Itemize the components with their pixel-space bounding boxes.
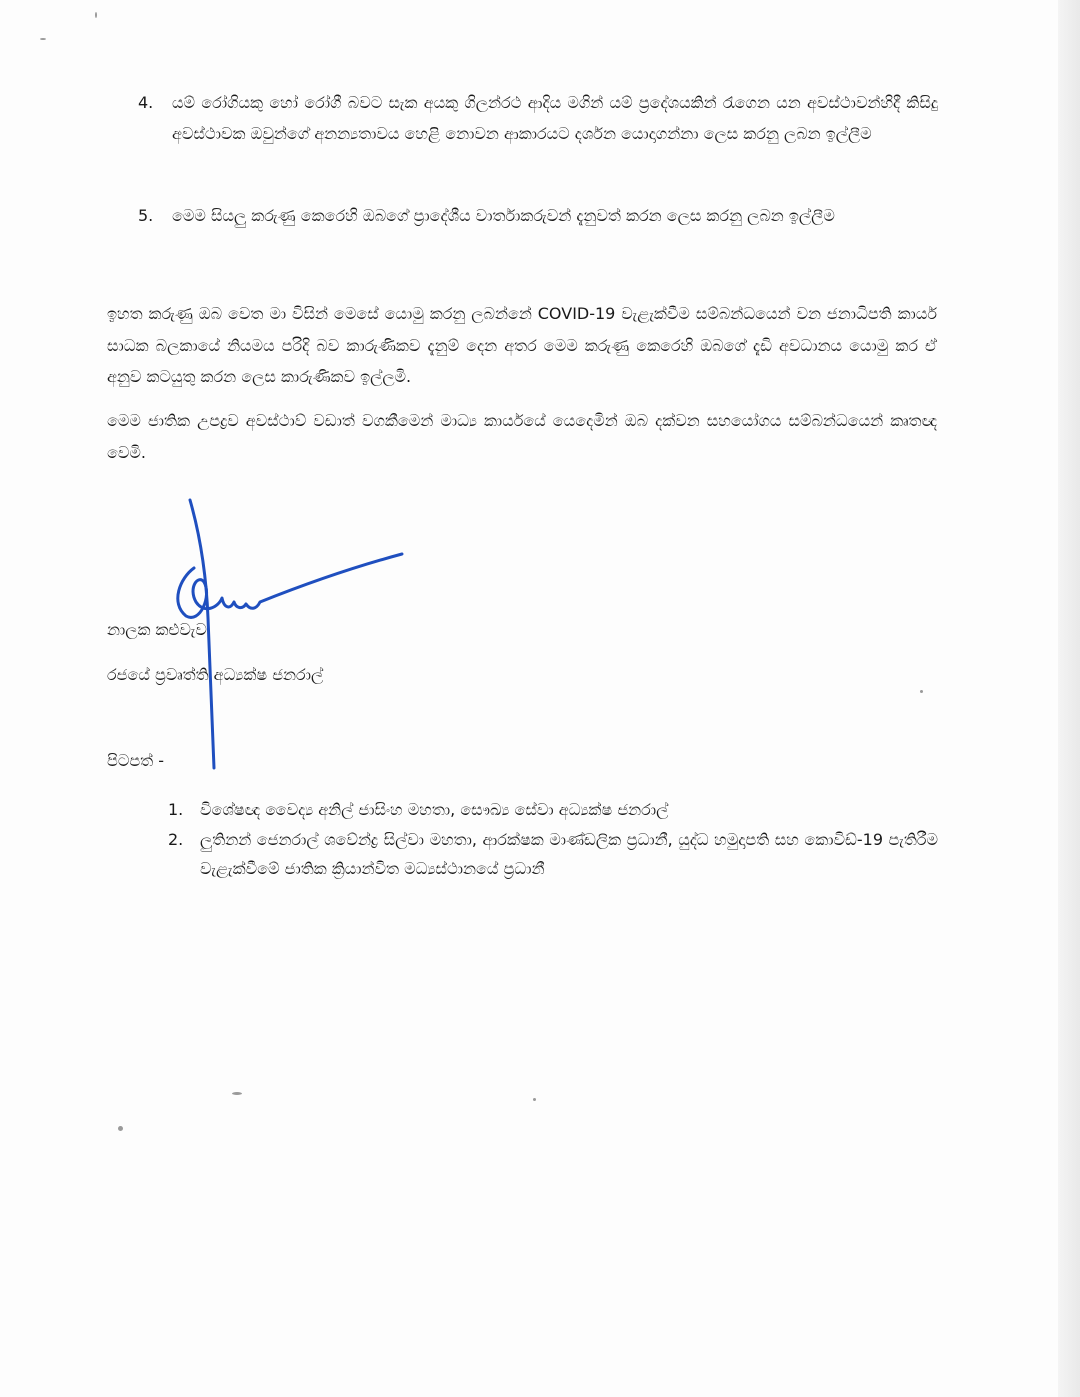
scan-speck bbox=[40, 38, 46, 40]
scan-speck bbox=[232, 1092, 242, 1095]
copy-number: 2. bbox=[168, 830, 184, 849]
copy-text: විශේෂඥ වෛද්‍ය අනිල් ජාසිංහ මහතා, සෞඛ්‍ය සේවා අධ්‍යක්ෂ ජනරාල් bbox=[200, 800, 669, 819]
copies-heading: පිටපත් - bbox=[107, 751, 165, 770]
body-paragraph: ඉහත කරුණු ඔබ වෙත මා විසින් මෙසේ යොමු කරනු ලබන්නේ COVID-19 වැළැක්වීම සම්බන්ධයෙන් වන ජනාධිපති කාර්ය සාධක බලකායේ නියමය පරිදි බව කාරුණිකව දැනුම් දෙන අතර මෙම කරුණු කෙරෙහි ඔබගේ දැඩි අවධානය යොමු කර ඒ අනුව කටයුතු කරන ලෙස කාරුණිකව ඉල්ලමි. bbox=[107, 304, 937, 386]
scan-speck bbox=[533, 1098, 536, 1101]
copy-number: 1. bbox=[168, 800, 184, 819]
scan-speck bbox=[95, 12, 97, 18]
scan-speck bbox=[920, 690, 923, 693]
signatory-title: රජයේ ප්‍රවෘත්ති අධ්‍යක්ෂ ජනරාල් bbox=[107, 665, 324, 684]
copy-recipient-1 bbox=[168, 795, 938, 824]
item-text: මෙම සියලු කරුණු කෙරෙහි ඔබගේ ප්‍රාදේශීය වාර්තාකරුවන් දැනුවත් කරන ලෙස කරනු ලබන ඉල්ලීම bbox=[172, 206, 835, 225]
item-text: යම් රෝගියකු හෝ රෝගී බවට සැක අයකු ගිලන්රථ ආදිය මගින් යම් ප්‍රදේශයකින් රැගෙන යන අවස්ථාවන්හිදී කිසිදු අවස්ථාවක ඔවුන්ගේ අනන්‍යතාවය හෙළි නොවන ආකාරයට දර්ශන යොදාගන්නා ලෙස කරනු ලබන ඉල්ලීම bbox=[172, 93, 938, 143]
item-number: 4. bbox=[138, 93, 154, 112]
scan-speck bbox=[118, 1126, 123, 1131]
item-number: 5. bbox=[138, 206, 154, 225]
list-item-4 bbox=[138, 88, 938, 149]
body-paragraph: මෙම ජාතික උපද්‍රව අවස්ථාව් වඩාත් වගකීමෙන් මාධ්‍ය කාර්යයේ යෙදෙමින් ඔබ දක්වන සහයෝගය සම්බන්ධයෙන් කෘතඥ වෙමි. bbox=[107, 411, 937, 462]
copy-recipient-2 bbox=[168, 825, 938, 883]
list-item-5 bbox=[138, 201, 938, 232]
page-edge-shadow bbox=[1058, 0, 1080, 1397]
signatory-name: නාලක කළුවැව bbox=[107, 620, 207, 639]
copy-text: ලුතිනන් ජෙනරාල් ශවේන්ද්‍ර සිල්වා මහතා, ආරක්ෂක මාණ්ඩලික ප්‍රධානී, යුද්ධ හමුදාපති සහ කොවිඩ්-19 පැතිරීම වැළැක්වීමේ ජාතික ක්‍රියාන්විත මධ්‍යස්ථානයේ ප්‍රධානී bbox=[200, 830, 938, 878]
